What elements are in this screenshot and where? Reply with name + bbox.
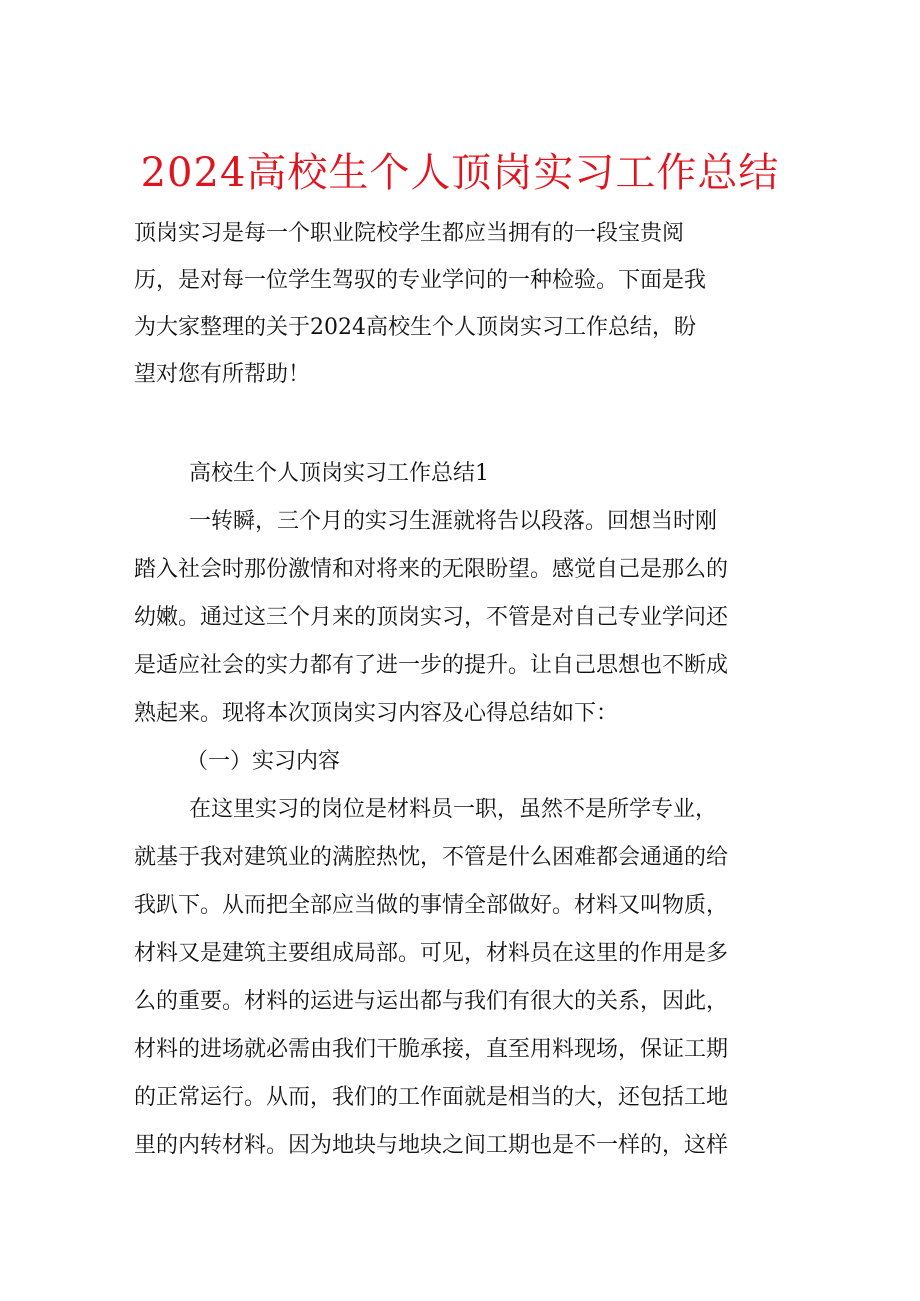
paragraph-line: 是适应社会的实力都有了进一步的提升。让自己思想也不断成 (134, 653, 729, 678)
paragraph-line: 就基于我对建筑业的满腔热忱，不管是什么困难都会通通的给 (134, 845, 729, 870)
paragraph-line: 我趴下。从而把全部应当做的事情全部做好。材料又叫物质， (134, 893, 729, 918)
intro-line: 顶岗实习是每一个职业院校学生都应当拥有的一段宝贵阅 (134, 221, 685, 246)
paragraph-line: 材料的进场就必需由我们干脆承接，直至用料现场，保证工期 (134, 1037, 729, 1062)
paragraph-line: 么的重要。材料的运进与运出都与我们有很大的关系，因此， (134, 989, 729, 1014)
intro-paragraph (134, 210, 794, 398)
paragraph-line: 踏入社会时那份激情和对将来的无限盼望。感觉自己是那么的 (134, 557, 729, 582)
intro-line: 历，是对每一位学生驾驭的专业学问的一种检验。下面是我 (134, 268, 707, 293)
paragraph-line: 的正常运行。从而，我们的工作面就是相当的大，还包括工地 (134, 1085, 729, 1110)
paragraph-2 (134, 786, 814, 1170)
paragraph-line: 材料又是建筑主要组成局部。可见，材料员在这里的作用是多 (134, 941, 729, 966)
body-content (134, 450, 814, 1170)
paragraph-line: 熟起来。现将本次顶岗实习内容及心得总结如下： (134, 701, 619, 726)
subheading: （一）实习内容 (186, 749, 341, 774)
paragraph-line: 幼嫩。通过这三个月来的顶岗实习，不管是对自己专业学问还 (134, 605, 729, 630)
paragraph-1 (134, 498, 814, 738)
paragraph-line: 里的内转材料。因为地块与地块之间工期也是不一样的，这样 (134, 1133, 729, 1158)
intro-line: 为大家整理的关于2024高校生个人顶岗实习工作总结，盼 (134, 315, 696, 340)
paragraph-line: 一转瞬，三个月的实习生涯就将告以段落。回想当时刚 (189, 509, 718, 534)
intro-line: 望对您有所帮助！ (134, 362, 311, 387)
paragraph-line: 在这里实习的岗位是材料员一职，虽然不是所学专业， (189, 797, 718, 822)
section-heading: 高校生个人顶岗实习工作总结1 (189, 461, 489, 486)
document-title: 2024高校生个人顶岗实习工作总结 (140, 150, 780, 196)
